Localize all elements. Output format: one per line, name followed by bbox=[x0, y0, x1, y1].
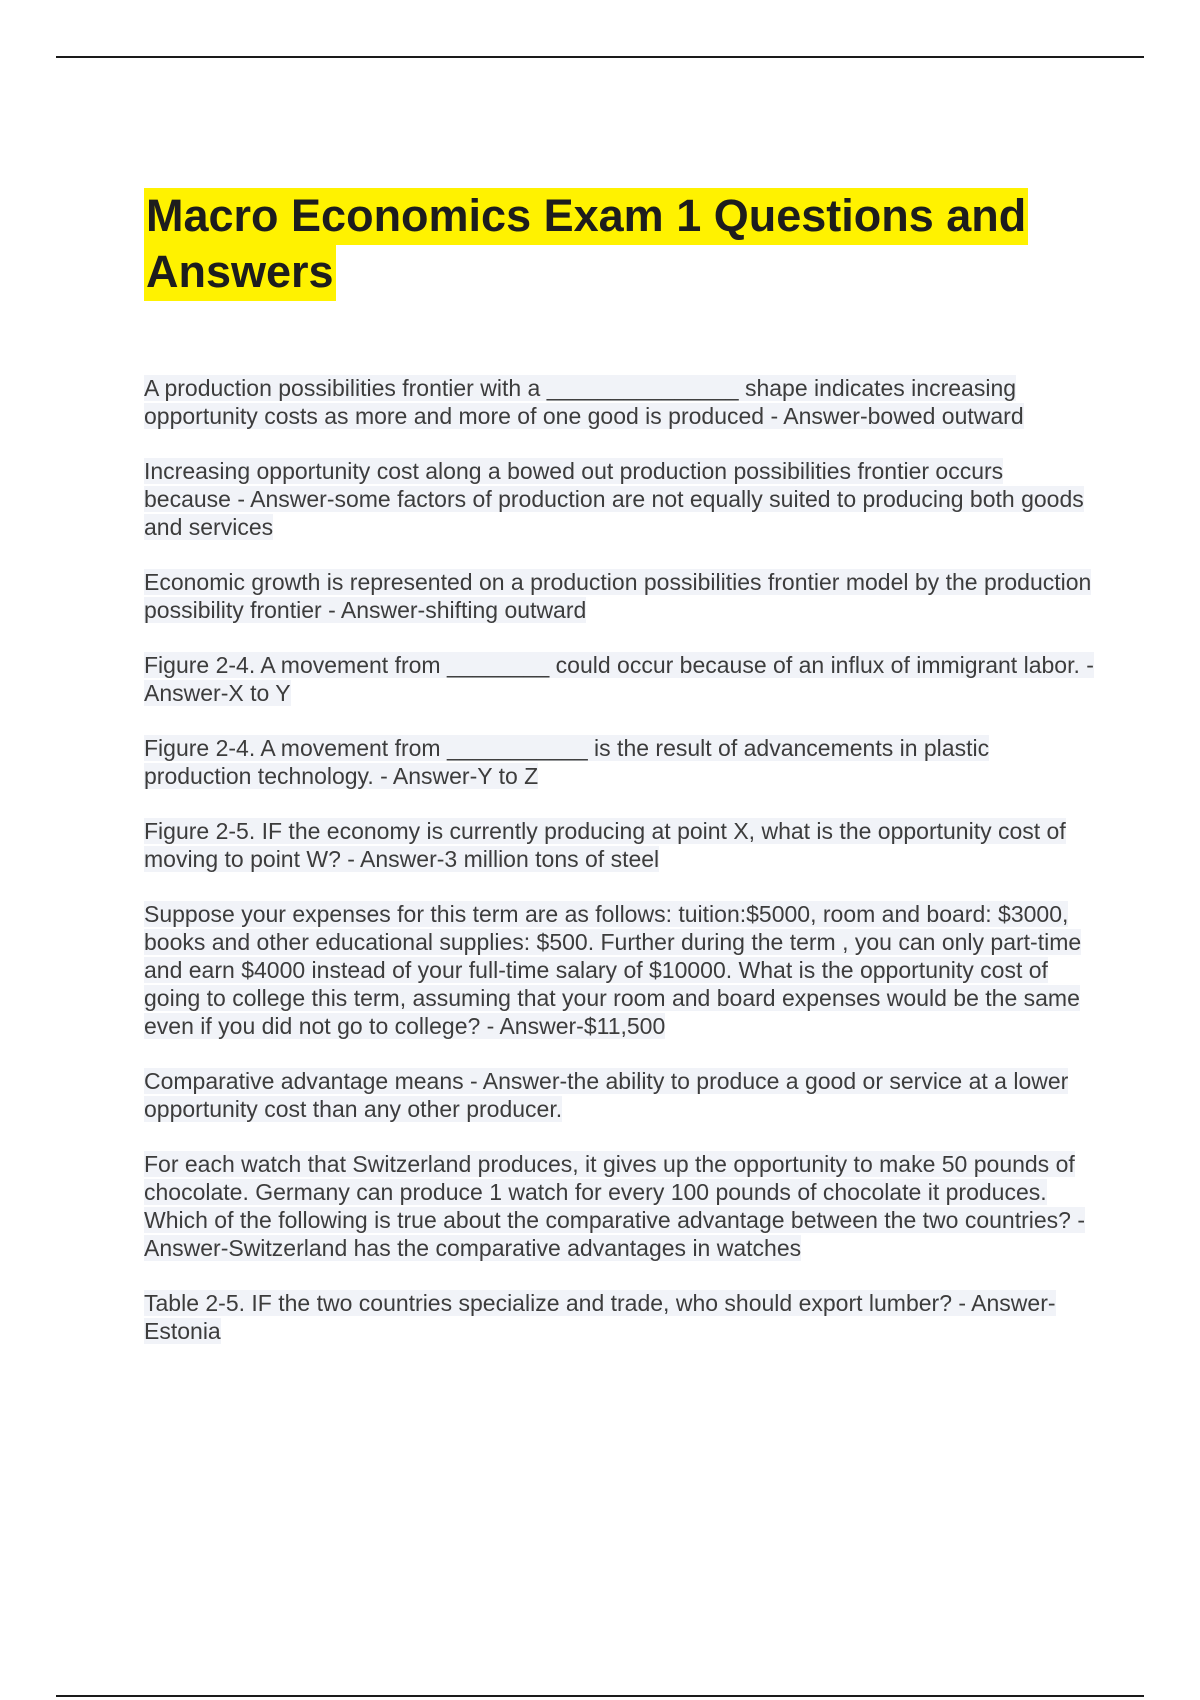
qa-text: Suppose your expenses for this term are as follows: tuition:$5000, room and board: $3000, books and other educational supplies: $500. Further during the term , you can only part-time and earn $4000 instead of your full-time salary of $10000. What is the opportunity cost of going to college this term, assuming that your room and board expenses would be the same even if you did not go to college? - Answer-$11,500 bbox=[144, 901, 1082, 1039]
qa-text: Increasing opportunity cost along a bowed out production possibilities frontier occurs because - Answer-some factors of production are not equally suited to producing both goods and services bbox=[144, 458, 1084, 540]
qa-item bbox=[144, 1150, 1094, 1262]
qa-item bbox=[144, 900, 1094, 1040]
qa-text: Comparative advantage means - Answer-the ability to produce a good or service at a lower opportunity cost than any other producer. bbox=[144, 1068, 1069, 1122]
qa-text: Figure 2-4. A movement from ________ could occur because of an influx of immigrant labor. - Answer-X to Y bbox=[144, 652, 1094, 706]
qa-text: Economic growth is represented on a production possibilities frontier model by the production possibility frontier - Answer-shifting outward bbox=[144, 569, 1092, 623]
qa-text: A production possibilities frontier with a _______________ shape indicates increasing opportunity costs as more and more of one good is produced - Answer-bowed outward bbox=[144, 375, 1024, 429]
qa-text: Figure 2-5. IF the economy is currently producing at point X, what is the opportunity cost of moving to point W? - Answer-3 million tons of steel bbox=[144, 818, 1066, 872]
qa-text: Table 2-5. IF the two countries specialize and trade, who should export lumber? - Answer-Estonia bbox=[144, 1290, 1056, 1344]
qa-item bbox=[144, 651, 1094, 707]
qa-item bbox=[144, 734, 1094, 790]
qa-item bbox=[144, 1289, 1094, 1345]
qa-item bbox=[144, 817, 1094, 873]
qa-item bbox=[144, 374, 1094, 430]
page-title bbox=[144, 188, 1044, 300]
qa-text: For each watch that Switzerland produces, it gives up the opportunity to make 50 pounds of chocolate. Germany can produce 1 watch for every 100 pounds of chocolate it produces. Which of the following is true about the comparative advantage between the two countries? - Answer-Switzerland has the comparative advantages in watches bbox=[144, 1151, 1085, 1261]
qa-item bbox=[144, 568, 1094, 624]
qa-text: Figure 2-4. A movement from ___________ is the result of advancements in plastic production technology. - Answer-Y to Z bbox=[144, 735, 990, 789]
qa-item bbox=[144, 457, 1094, 541]
bottom-rule bbox=[56, 1695, 1144, 1697]
qa-list bbox=[144, 374, 1094, 1372]
top-rule bbox=[56, 56, 1144, 58]
qa-item bbox=[144, 1067, 1094, 1123]
title-highlight: Macro Economics Exam 1 Questions and Answers bbox=[144, 188, 1028, 301]
